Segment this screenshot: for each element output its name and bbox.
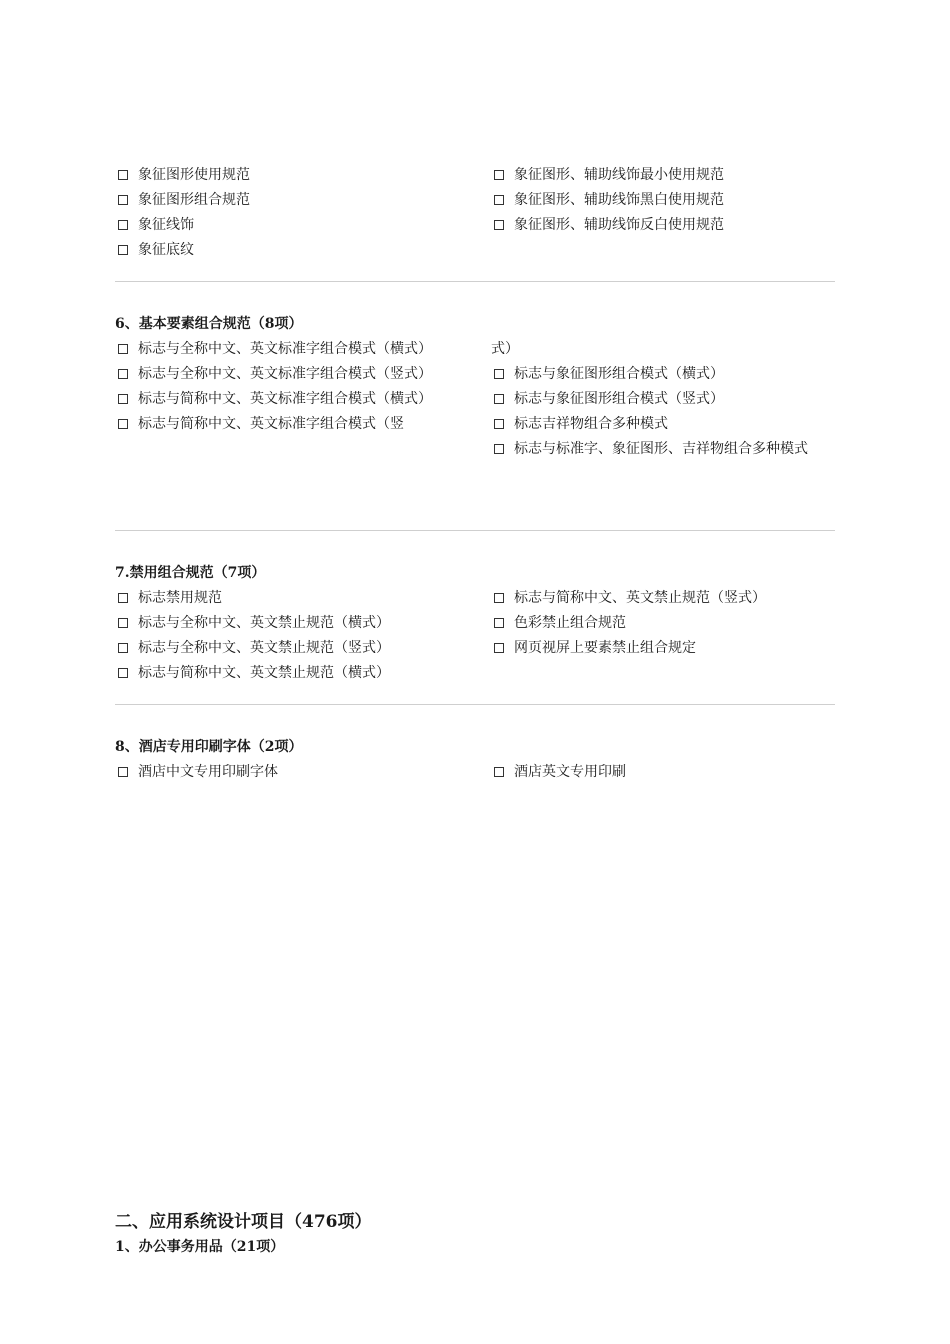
checklist-item: 象征图形、辅助线饰反白使用规范 <box>491 213 835 238</box>
section-heading: 6、基本要素组合规范（8项） <box>115 316 303 332</box>
section-prohibited-combination <box>115 561 835 686</box>
checkbox-icon <box>118 767 128 777</box>
checklist-item: 象征图形使用规范 <box>115 163 463 188</box>
left-column <box>115 337 491 462</box>
checklist-item: 标志禁用规范 <box>115 586 463 611</box>
checklist-item: 标志吉祥物组合多种模式 <box>491 412 835 437</box>
checkbox-icon <box>494 220 504 230</box>
section-symbol-graphics <box>115 163 835 263</box>
checklist-item: 标志与全称中文、英文禁止规范（竖式） <box>115 636 463 661</box>
checkbox-icon <box>494 369 504 379</box>
checkbox-icon <box>494 444 504 454</box>
checklist-item: 标志与全称中文、英文标准字组合模式（竖式） <box>115 362 463 387</box>
checkbox-icon <box>494 195 504 205</box>
checkbox-icon <box>118 419 128 429</box>
checklist-item: 标志与全称中文、英文标准字组合模式（横式） <box>115 337 463 362</box>
checklist-item: 标志与简称中文、英文标准字组合模式（竖 <box>115 412 463 437</box>
section-heading: 8、酒店专用印刷字体（2项） <box>115 739 303 755</box>
section-heading: 7.禁用组合规范（7项） <box>115 565 266 581</box>
checklist-item: 色彩禁止组合规范 <box>491 611 835 636</box>
checklist-item: 象征底纹 <box>115 238 463 263</box>
checklist-item: 象征图形、辅助线饰最小使用规范 <box>491 163 835 188</box>
checklist-item: 酒店英文专用印刷 <box>491 760 835 785</box>
left-column <box>115 760 491 785</box>
checkbox-icon <box>494 767 504 777</box>
checkbox-icon <box>118 618 128 628</box>
checklist-item: 标志与标准字、象征图形、吉祥物组合多种模式 <box>491 437 835 462</box>
checklist-item: 网页视屏上要素禁止组合规定 <box>491 636 835 661</box>
checkbox-icon <box>494 643 504 653</box>
checklist-item-continuation: 式） <box>491 341 519 357</box>
checklist-item: 象征图形、辅助线饰黑白使用规范 <box>491 188 835 213</box>
section-print-fonts <box>115 735 835 785</box>
checklist-item: 标志与象征图形组合模式（竖式） <box>491 387 835 412</box>
checkbox-icon <box>118 369 128 379</box>
checkbox-icon <box>118 220 128 230</box>
section-divider <box>115 704 835 705</box>
checklist-item: 标志与简称中文、英文标准字组合模式（横式） <box>115 387 463 412</box>
checklist-item: 标志与简称中文、英文禁止规范（竖式） <box>491 586 835 611</box>
checkbox-icon <box>118 245 128 255</box>
checkbox-icon <box>118 668 128 678</box>
section-divider <box>115 281 835 282</box>
right-column <box>491 760 835 785</box>
checkbox-icon <box>494 618 504 628</box>
checkbox-icon <box>118 195 128 205</box>
section-basic-element-combination <box>115 312 835 462</box>
checkbox-icon <box>118 593 128 603</box>
checkbox-icon <box>494 593 504 603</box>
right-column <box>491 586 835 686</box>
right-column <box>491 337 835 462</box>
checklist-item: 象征图形组合规范 <box>115 188 463 213</box>
checklist-item: 标志与象征图形组合模式（横式） <box>491 362 835 387</box>
checklist-item: 象征线饰 <box>115 213 463 238</box>
checklist-item: 标志与全称中文、英文禁止规范（横式） <box>115 611 463 636</box>
checkbox-icon <box>118 170 128 180</box>
checkbox-icon <box>118 643 128 653</box>
checkbox-icon <box>494 170 504 180</box>
checkbox-icon <box>118 394 128 404</box>
checkbox-icon <box>494 419 504 429</box>
checklist-item: 酒店中文专用印刷字体 <box>115 760 463 785</box>
part-title: 二、应用系统设计项目（476项） <box>115 1212 372 1232</box>
section-divider <box>115 530 835 531</box>
part-subtitle: 1、办公事务用品（21项） <box>115 1239 285 1255</box>
checklist-item: 标志与简称中文、英文禁止规范（横式） <box>115 661 463 686</box>
left-column <box>115 163 491 263</box>
document-page <box>115 0 835 1344</box>
checkbox-icon <box>118 344 128 354</box>
left-column <box>115 586 491 686</box>
right-column <box>491 163 835 263</box>
checkbox-icon <box>494 394 504 404</box>
